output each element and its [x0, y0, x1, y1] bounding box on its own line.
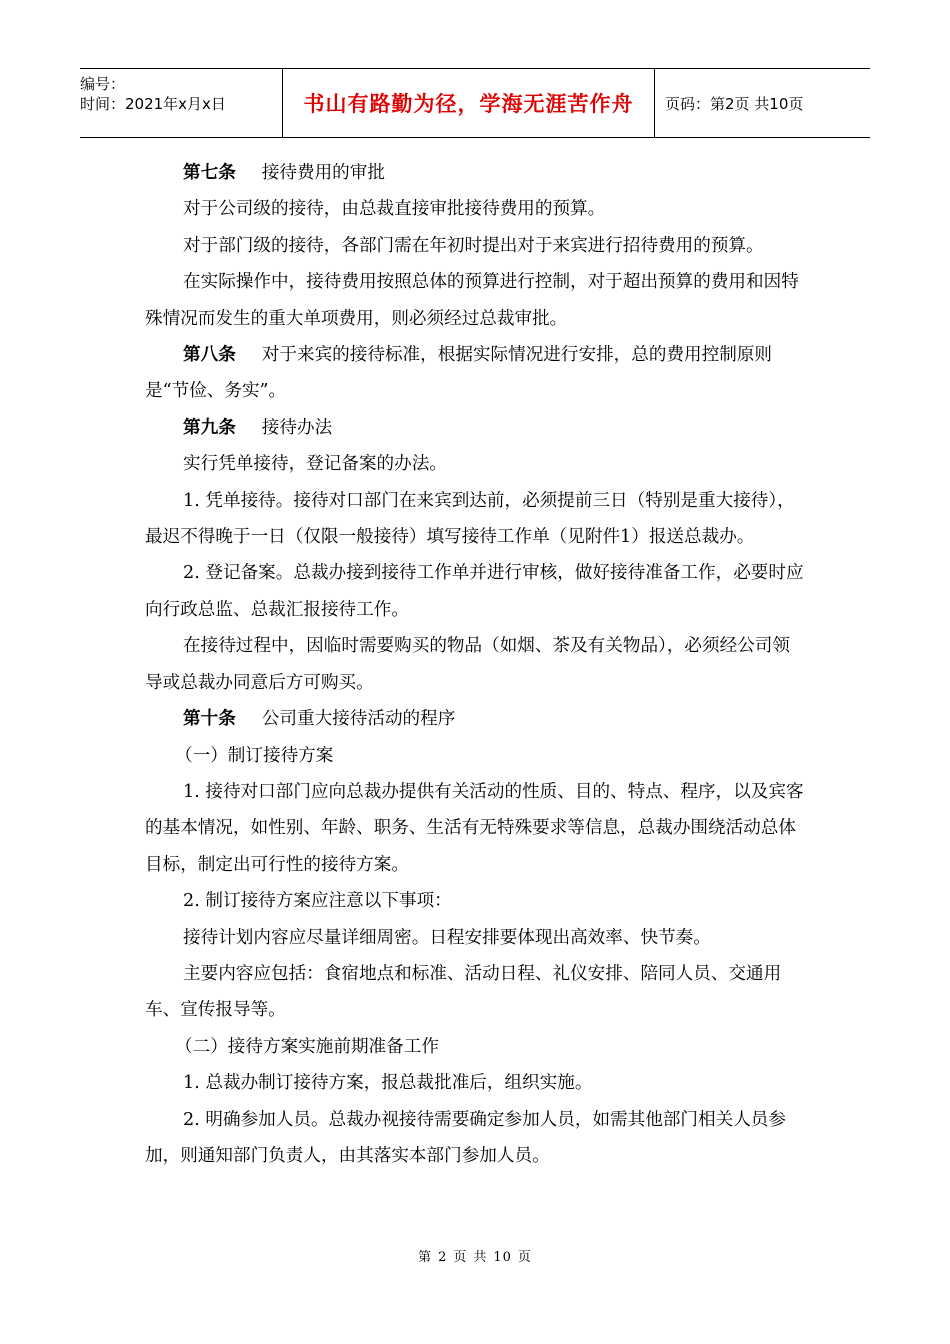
paragraph: 2. 明确参加人员。总裁办视接待需要确定参加人员，如需其他部门相关人员参加，则通知部门负责人，由其落实本部门参加人员。 — [145, 1109, 786, 1166]
footer-total-prefix: 共 — [473, 1250, 488, 1265]
article-8-line — [145, 337, 805, 410]
doc-number-label: 编号： — [80, 75, 126, 93]
footer-page-number: 2 — [438, 1250, 448, 1265]
article-7-title: 第七条 — [183, 163, 236, 183]
paragraph: 主要内容应包括：食宿地点和标准、活动日程、礼仪安排、陪同人员、交通用车、宣传报导等。 — [145, 963, 782, 1021]
section-heading: （一）制订接待方案 — [175, 745, 334, 766]
article-7-heading: 接待费用的审批 — [261, 163, 385, 183]
page-header — [80, 68, 870, 138]
section-heading: （二）接待方案实施前期准备工作 — [175, 1036, 439, 1057]
paragraph: 实行凭单接待，登记备案的办法。 — [183, 454, 447, 475]
paragraph: 对于部门级的接待，各部门需在年初时提出对于来宾进行招待费用的预算。 — [183, 235, 764, 256]
paragraph: 1. 凭单接待。接待对口部门在来宾到达前，必须提前三日（特别是重大接待），最迟不得晚于一日（仅限一般接待）填写接待工作单（见附件1）报送总裁办。 — [145, 490, 795, 548]
article-9-heading: 接待办法 — [261, 417, 333, 438]
paragraph: 1. 接待对口部门应向总裁办提供有关活动的性质、目的、特点、程序，以及宾客的基本情况，如性别、年龄、职务、生活有无特殊要求等信息，总裁办围绕活动总体目标，制定出可行性的接待方案。 — [145, 781, 804, 875]
footer-total-pages: 10 — [493, 1250, 512, 1265]
paragraph: 在实际操作中，接待费用按照总体的预算进行控制，对于超出预算的费用和因特殊情况而发生的重大单项费用，则必须经过总裁审批。 — [145, 272, 799, 329]
article-10-line — [145, 701, 805, 737]
article-9-line — [145, 410, 805, 446]
footer-prefix: 第 — [418, 1250, 433, 1265]
page-footer — [0, 1246, 950, 1265]
article-8-text: 对于来宾的接待标准，根据实际情况进行安排，总的费用控制原则是“节俭、务实”。 — [145, 345, 773, 402]
header-motto: 书山有路勤为径，学海无涯苦作舟 — [283, 69, 655, 137]
footer-suffix: 页 — [517, 1250, 532, 1265]
header-page-label: 页码：第2页 共10页 — [665, 94, 804, 113]
paragraph: 对于公司级的接待，由总裁直接审批接待费用的预算。 — [183, 199, 606, 220]
paragraph: 2. 登记备案。总裁办接到接待工作单并进行审核，做好接待准备工作，必要时应向行政总监、总裁汇报接待工作。 — [145, 563, 804, 620]
article-10-heading: 公司重大接待活动的程序 — [261, 709, 456, 730]
footer-mid: 页 — [453, 1250, 468, 1265]
article-9-title: 第九条 — [183, 417, 236, 438]
article-8-title: 第八条 — [183, 345, 236, 366]
paragraph: 接待计划内容应尽量详细周密。日程安排要体现出高效率、快节奏。 — [183, 927, 711, 948]
article-7-line — [145, 155, 805, 191]
paragraph: 1. 总裁办制订接待方案，报总裁批准后，组织实施。 — [183, 1073, 593, 1094]
document-body — [145, 155, 805, 1174]
paragraph: 在接待过程中，因临时需要购买的物品（如烟、茶及有关物品），必须经公司领导或总裁办同意后方可购买。 — [145, 636, 790, 693]
doc-date-label: 时间：2021年x月x日 — [80, 95, 226, 113]
paragraph: 2. 制订接待方案应注意以下事项： — [183, 891, 452, 912]
article-10-title: 第十条 — [183, 709, 236, 730]
header-meta — [80, 69, 283, 137]
